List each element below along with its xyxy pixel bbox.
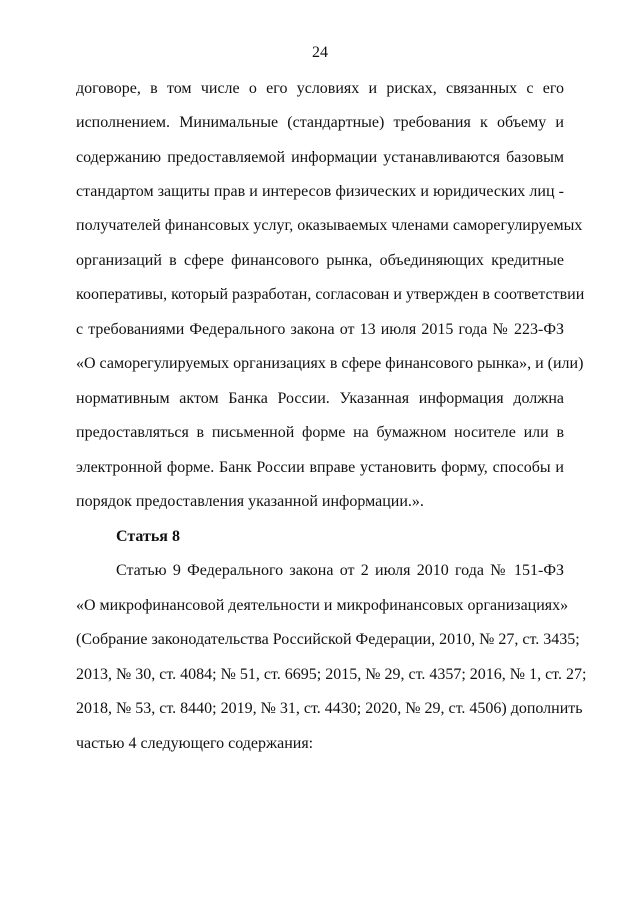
text-line: Статью 9 Федерального закона от 2 июля 2010 года № 151-ФЗ [116, 562, 564, 579]
text-line: договоре, в том числе о его условиях и рисках, связанных с его [76, 80, 564, 97]
page-number: 24 [312, 44, 328, 61]
text-line: предоставляться в письменной форме на бумажном носителе или в [76, 424, 564, 441]
text-line: организаций в сфере финансового рынка, объединяющих кредитные [76, 252, 564, 269]
text-line: исполнением. Минимальные (стандартные) требования к объему и [76, 114, 564, 131]
text-line: получателей финансовых услуг, оказываемых членами саморегулируемых [76, 217, 583, 234]
text-line: (Собрание законодательства Российской Федерации, 2010, № 27, ст. 3435; [76, 631, 580, 648]
text-line: порядок предоставления указанной информации.». [76, 493, 424, 510]
text-line: нормативным актом Банка России. Указанная информация должна [76, 390, 564, 407]
text-line: кооперативы, который разработан, согласован и утвержден в соответствии [76, 286, 585, 303]
text-line: стандартом защиты прав и интересов физических и юридических лиц - [76, 183, 564, 200]
text-line: с требованиями Федерального закона от 13 июля 2015 года № 223-ФЗ [76, 321, 564, 338]
text-line: 2013, № 30, ст. 4084; № 51, ст. 6695; 2015, № 29, ст. 4357; 2016, № 1, ст. 27; [76, 666, 587, 683]
text-line: содержанию предоставляемой информации устанавливаются базовым [76, 149, 564, 166]
text-line: электронной форме. Банк России вправе установить форму, способы и [76, 459, 564, 476]
text-line: 2018, № 53, ст. 8440; 2019, № 31, ст. 4430; 2020, № 29, ст. 4506) дополнить [76, 700, 583, 717]
article-heading: Статья 8 [116, 528, 180, 545]
text-line: «О саморегулируемых организациях в сфере финансового рынка», и (или) [76, 355, 584, 372]
text-line: «О микрофинансовой деятельности и микрофинансовых организациях» [76, 597, 569, 614]
text-line: частью 4 следующего содержания: [76, 735, 314, 752]
